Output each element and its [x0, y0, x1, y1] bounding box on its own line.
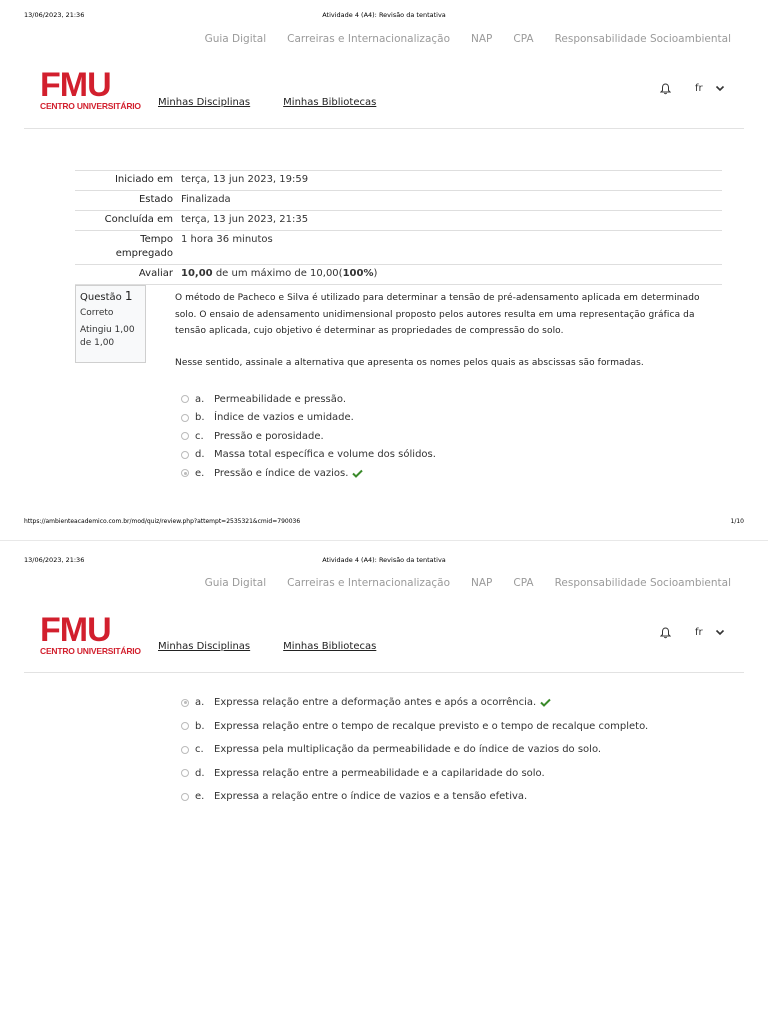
answer-list — [181, 390, 436, 483]
print-page-2 — [0, 540, 768, 1025]
toplink-guia-digital[interactable]: Guia Digital — [204, 577, 267, 589]
question-label: Questão — [80, 292, 125, 303]
radio-button[interactable] — [181, 414, 189, 422]
answer-text: Expressa relação entre o tempo de recalque previsto e o tempo de recalque completo. — [214, 720, 649, 732]
summary-value — [181, 265, 722, 285]
answer-option-c[interactable] — [181, 738, 648, 762]
nav-minhas-bibliotecas[interactable]: Minhas Bibliotecas — [283, 641, 377, 652]
answer-letter: b. — [195, 412, 205, 424]
grade-percent: 100% — [342, 268, 374, 279]
question-paragraph-1: O método de Pacheco e Silva é utilizado para determinar a tensão de pré-adensamento aplicada em determinado solo. O ensaio de adensamento unidimensional proposto pelos autores resulta em uma representação gráfica da tensão aplicada, cujo objetivo é determinar as propriedades de compressão do solo. — [175, 293, 700, 336]
language-selector[interactable]: fr — [695, 627, 703, 638]
grade-end: ) — [373, 268, 378, 279]
logo-subtitle: CENTRO UNIVERSITÁRIO — [40, 101, 141, 111]
toplink-cpa[interactable]: CPA — [513, 33, 534, 45]
answer-text: Expressa relação entre a permeabilidade e a capilaridade do solo. — [214, 767, 545, 779]
answer-option-e[interactable] — [181, 464, 436, 483]
answer-option-e[interactable] — [181, 785, 648, 809]
top-links — [205, 33, 731, 45]
check-icon — [352, 469, 363, 478]
summary-label: Estado — [75, 191, 181, 211]
summary-row-iniciado — [75, 171, 722, 191]
toplink-responsabilidade[interactable]: Responsabilidade Socioambiental — [554, 33, 731, 45]
answer-letter: c. — [195, 430, 204, 442]
answer-text: Expressa a relação entre o índice de vazios e a tensão efetiva. — [214, 791, 528, 803]
toplink-nap[interactable]: NAP — [471, 577, 493, 589]
nav-minhas-disciplinas[interactable]: Minhas Disciplinas — [158, 641, 251, 652]
answer-letter: c. — [195, 744, 204, 756]
chevron-down-icon[interactable] — [715, 83, 725, 93]
summary-label: Iniciado em — [75, 171, 181, 191]
answer-option-c[interactable] — [181, 427, 436, 446]
radio-button[interactable] — [181, 746, 189, 754]
toplink-nap[interactable]: NAP — [471, 33, 493, 45]
question-state: Correto — [80, 308, 114, 318]
answer-option-d[interactable] — [181, 446, 436, 465]
answer-letter: d. — [195, 449, 205, 461]
toplink-carreiras[interactable]: Carreiras e Internacionalização — [287, 33, 451, 45]
logo-text: FMU — [40, 611, 111, 649]
main-nav — [158, 641, 376, 652]
summary-value: terça, 13 jun 2023, 21:35 — [181, 211, 722, 231]
chevron-down-icon[interactable] — [715, 627, 725, 637]
question-text — [175, 290, 700, 386]
radio-button[interactable] — [181, 722, 189, 730]
summary-row-estado — [75, 191, 722, 211]
check-icon — [540, 698, 551, 707]
answer-text: Pressão e índice de vazios. — [214, 467, 349, 479]
answer-option-b[interactable] — [181, 409, 436, 428]
answer-text: Expressa pela multiplicação da permeabilidade e do índice de vazios do solo. — [214, 744, 602, 756]
top-links — [205, 577, 731, 589]
toplink-carreiras[interactable]: Carreiras e Internacionalização — [287, 577, 451, 589]
tempo-label-1: Tempo — [140, 234, 173, 245]
answer-letter: e. — [195, 791, 205, 803]
answer-letter: a. — [195, 393, 205, 405]
question-paragraph-2: Nesse sentido, assinale a alternativa que apresenta os nomes pelos quais as abscissas são formadas. — [175, 357, 644, 368]
print-date: 13/06/2023, 21:36 — [24, 11, 85, 19]
question-title — [80, 290, 141, 304]
question-number: 1 — [124, 289, 133, 303]
header-divider — [24, 672, 744, 673]
language-selector[interactable]: fr — [695, 83, 703, 94]
print-page-number: 1/10 — [730, 518, 744, 525]
main-nav — [158, 97, 376, 108]
logo-subtitle: CENTRO UNIVERSITÁRIO — [40, 646, 141, 656]
radio-button[interactable] — [181, 451, 189, 459]
print-header — [0, 11, 768, 23]
print-title: Atividade 4 (A4): Revisão da tentativa — [322, 11, 446, 19]
answer-letter: d. — [195, 767, 205, 779]
tempo-label-2: empregado — [115, 248, 173, 259]
summary-row-concluida — [75, 211, 722, 231]
answer-text: Pressão e porosidade. — [214, 430, 324, 442]
bell-icon[interactable] — [660, 83, 671, 95]
answer-letter: a. — [195, 697, 205, 709]
summary-value: terça, 13 jun 2023, 19:59 — [181, 171, 722, 191]
toplink-responsabilidade[interactable]: Responsabilidade Socioambiental — [554, 577, 731, 589]
question-info-box — [75, 285, 146, 363]
radio-button[interactable] — [181, 395, 189, 403]
radio-button[interactable] — [181, 769, 189, 777]
answer-option-a[interactable] — [181, 691, 648, 715]
summary-row-avaliar — [75, 265, 722, 285]
answer-text: Permeabilidade e pressão. — [214, 393, 347, 405]
print-header — [0, 556, 768, 568]
summary-value: Finalizada — [181, 191, 722, 211]
toplink-guia-digital[interactable]: Guia Digital — [204, 33, 267, 45]
summary-row-tempo — [75, 231, 722, 265]
bell-icon[interactable] — [660, 627, 671, 639]
radio-button-selected[interactable] — [181, 469, 189, 477]
print-title: Atividade 4 (A4): Revisão da tentativa — [322, 556, 446, 564]
toplink-cpa[interactable]: CPA — [513, 577, 534, 589]
summary-label: Concluída em — [75, 211, 181, 231]
summary-value: 1 hora 36 minutos — [181, 231, 722, 265]
radio-button[interactable] — [181, 793, 189, 801]
grade-mid: de um máximo de 10,00( — [212, 268, 343, 279]
brand-logo[interactable] — [40, 611, 141, 656]
header-divider — [24, 128, 744, 129]
nav-minhas-bibliotecas[interactable]: Minhas Bibliotecas — [283, 97, 377, 108]
summary-label: Avaliar — [75, 265, 181, 285]
answer-letter: b. — [195, 720, 205, 732]
answer-list — [181, 691, 648, 809]
radio-button-selected[interactable] — [181, 699, 189, 707]
summary-label — [75, 231, 181, 265]
print-date: 13/06/2023, 21:36 — [24, 556, 85, 564]
answer-option-d[interactable] — [181, 762, 648, 786]
answer-text: Massa total específica e volume dos sólidos. — [214, 449, 436, 461]
grade-value: 10,00 — [181, 268, 213, 279]
radio-button[interactable] — [181, 432, 189, 440]
attempt-summary — [75, 170, 722, 285]
answer-text: Índice de vazios e umidade. — [214, 412, 354, 424]
nav-minhas-disciplinas[interactable]: Minhas Disciplinas — [158, 97, 251, 108]
logo-text: FMU — [40, 66, 111, 104]
answer-text: Expressa relação entre a deformação antes e após a ocorrência. — [214, 697, 537, 709]
print-url: https://ambienteacademico.com.br/mod/quiz/review.php?attempt=2535321&cmid=790036 — [24, 518, 301, 525]
answer-option-a[interactable] — [181, 390, 436, 409]
answer-letter: e. — [195, 467, 205, 479]
brand-logo[interactable] — [40, 66, 141, 111]
answer-option-b[interactable] — [181, 715, 648, 739]
question-grade: Atingiu 1,00 de 1,00 — [80, 325, 135, 348]
